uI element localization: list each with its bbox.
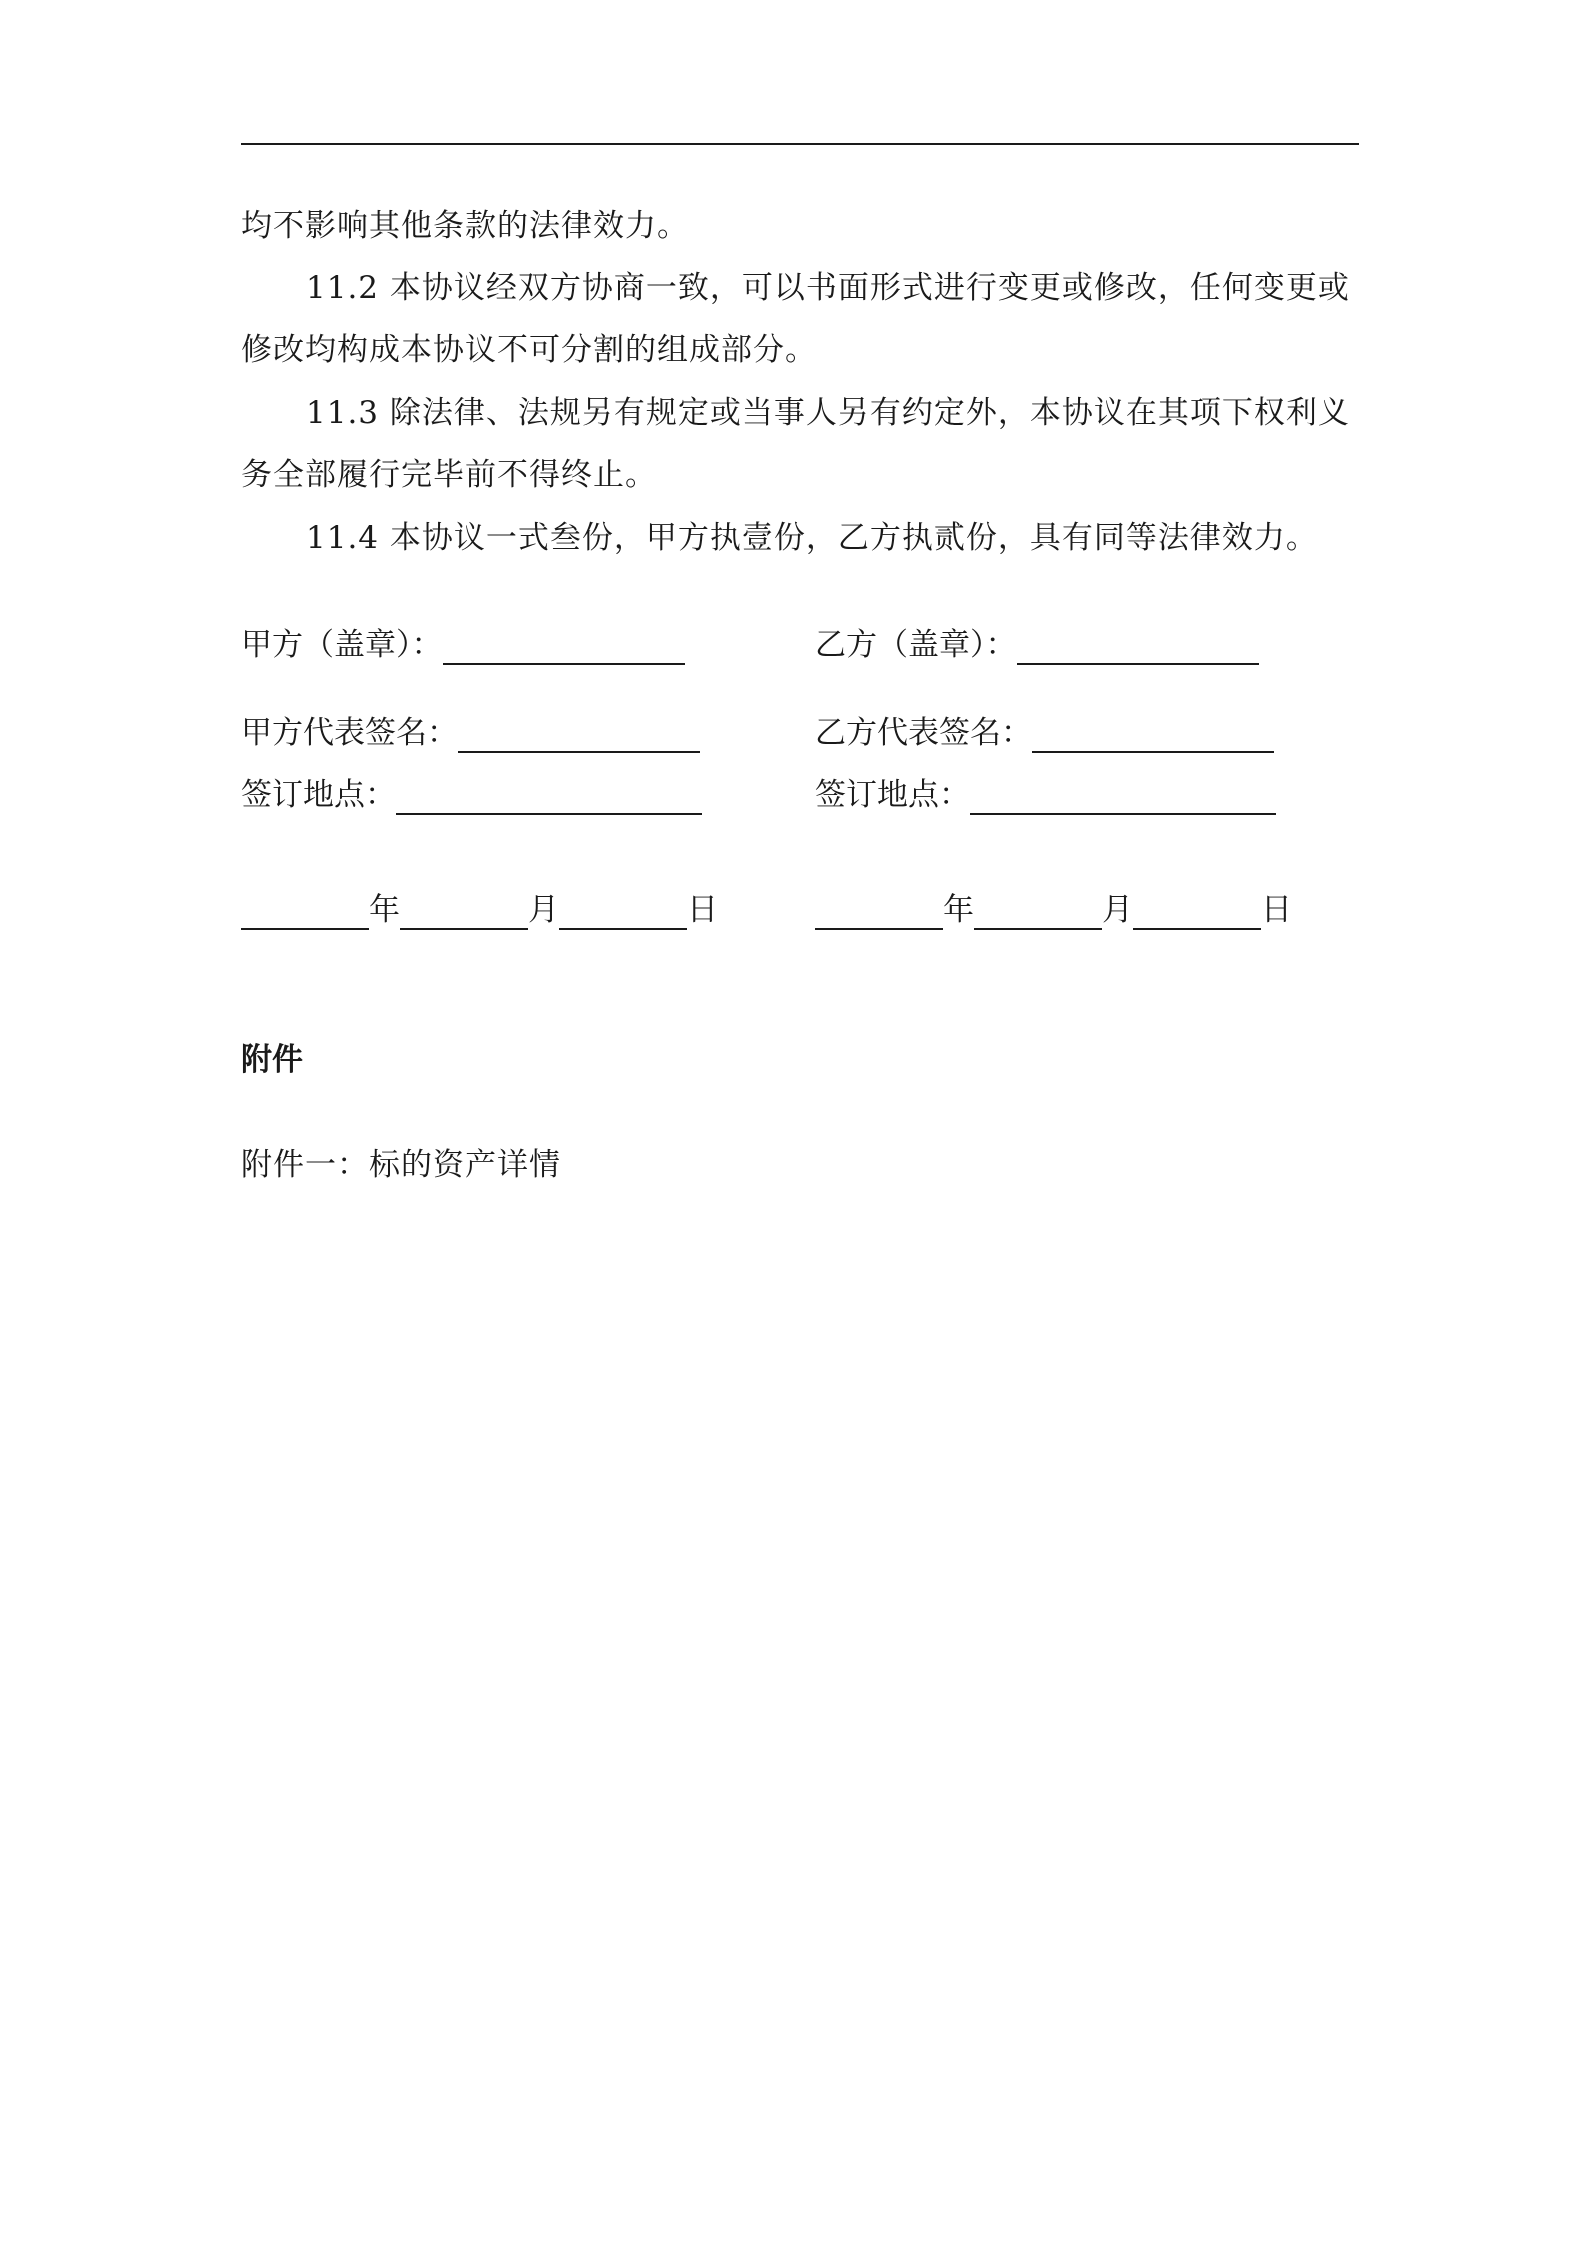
- party-a-place-label: 签订地点：: [241, 777, 396, 813]
- party-b-rep-label: 乙方代表签名：: [815, 715, 1032, 751]
- year-label: 年: [943, 892, 974, 928]
- party-b-seal-label: 乙方（盖章）：: [815, 627, 1017, 663]
- party-a-place-field: [241, 775, 702, 815]
- party-b-month-blank[interactable]: [974, 898, 1102, 930]
- day-label: 日: [687, 892, 718, 928]
- party-b-year-blank[interactable]: [815, 898, 943, 930]
- paragraph-line: 11.4 本协议一式叁份，甲方执壹份，乙方执贰份，具有同等法律效力。: [306, 520, 1318, 556]
- party-b-rep-blank[interactable]: [1032, 721, 1274, 753]
- attachment-item: 附件一：标的资产详情: [241, 1147, 561, 1183]
- party-b-place-blank[interactable]: [970, 783, 1276, 815]
- party-a-month-blank[interactable]: [400, 898, 528, 930]
- party-b-date-field: [815, 890, 1292, 930]
- party-a-date-field: [241, 890, 718, 930]
- paragraph-line: 修改均构成本协议不可分割的组成部分。: [241, 332, 817, 368]
- month-label: 月: [528, 892, 559, 928]
- party-a-day-blank[interactable]: [559, 898, 687, 930]
- party-a-seal-label: 甲方（盖章）：: [241, 627, 443, 663]
- party-a-seal-field: [241, 625, 685, 665]
- party-b-seal-field: [815, 625, 1259, 665]
- attachments-heading: 附件: [241, 1042, 303, 1078]
- party-b-rep-field: [815, 713, 1274, 753]
- day-label: 日: [1261, 892, 1292, 928]
- year-label: 年: [369, 892, 400, 928]
- party-a-rep-field: [241, 713, 700, 753]
- month-label: 月: [1102, 892, 1133, 928]
- header-rule: [241, 143, 1359, 145]
- party-b-place-label: 签订地点：: [815, 777, 970, 813]
- paragraph-line: 务全部履行完毕前不得终止。: [241, 457, 657, 493]
- party-a-year-blank[interactable]: [241, 898, 369, 930]
- party-b-day-blank[interactable]: [1133, 898, 1261, 930]
- party-b-place-field: [815, 775, 1276, 815]
- paragraph-line: 11.3 除法律、法规另有规定或当事人另有约定外，本协议在其项下权利义: [306, 395, 1350, 431]
- party-a-seal-blank[interactable]: [443, 633, 685, 665]
- party-b-seal-blank[interactable]: [1017, 633, 1259, 665]
- paragraph-line: 11.2 本协议经双方协商一致，可以书面形式进行变更或修改，任何变更或: [306, 270, 1350, 306]
- party-a-rep-blank[interactable]: [458, 721, 700, 753]
- paragraph-line: 均不影响其他条款的法律效力。: [241, 208, 689, 244]
- party-a-rep-label: 甲方代表签名：: [241, 715, 458, 751]
- party-a-place-blank[interactable]: [396, 783, 702, 815]
